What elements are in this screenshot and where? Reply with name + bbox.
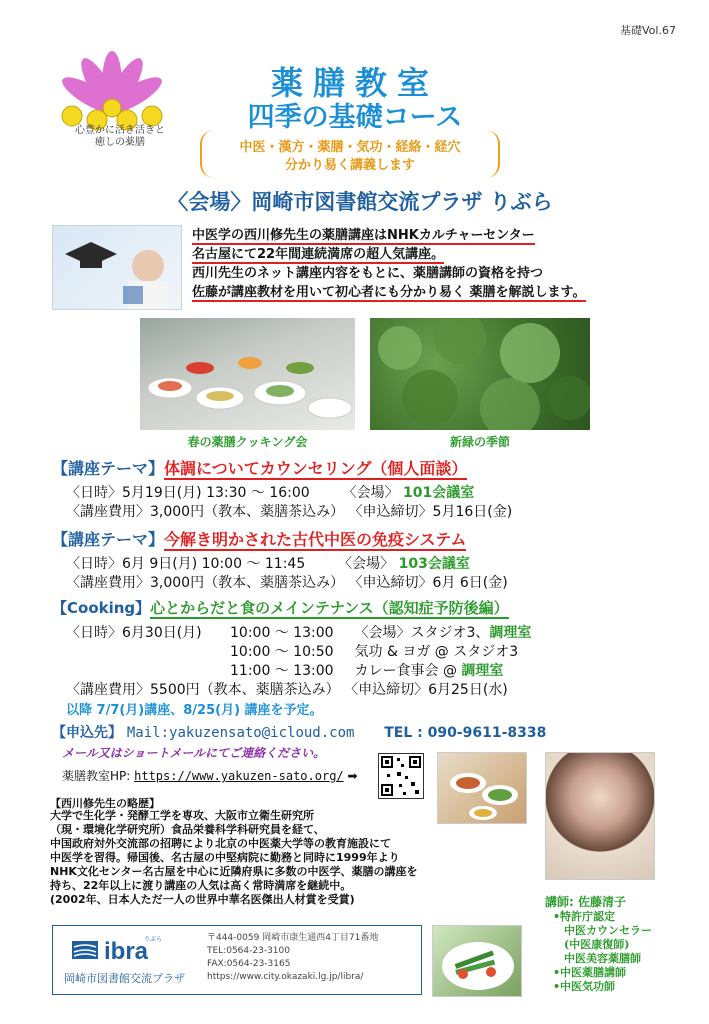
credential-item: (中医康復師) (553, 938, 630, 951)
page-title: 薬膳教室 (270, 64, 439, 102)
logo-caption-line1: 心豊かに活き活きと (75, 125, 165, 136)
theme3-fee-row (66, 679, 508, 699)
homepage-link[interactable]: https://www.yakuzen-sato.org/ (134, 769, 344, 783)
bio-heading: 【西川修先生の略歴】 (50, 797, 160, 810)
theme3-label: 【Cooking】 (52, 599, 151, 617)
bio-line: 中医学を習得。帰国後、名古屋の中堅病院に勤務と同時に1999年より (50, 851, 400, 864)
theme3-heading (52, 597, 509, 618)
theme1-fee: 〈講座費用〉3,000円（教本、薬膳茶込み） (66, 504, 345, 520)
bio-line: (2002年、日本人ただ一人の世界中華名医傑出人材賞を受賞) (50, 893, 355, 906)
theme1-venue: 101会議室 (403, 485, 475, 501)
theme1-fee-row (66, 501, 512, 521)
teacher-photo (52, 225, 182, 310)
credential-item: •特許庁認定 (553, 910, 616, 923)
homepage-label: 薬膳教室HP: (62, 769, 135, 783)
theme3-deadline: 〈申込締切〉6月25日(水) (344, 682, 508, 698)
logo-caption (55, 125, 185, 149)
theme3-slot1-time: 10:00 ～ 13:00 (230, 625, 334, 641)
theme3-slot1-venue-label: 〈会場〉スタジオ3、 (354, 625, 490, 641)
contact-tel[interactable]: TEL : 090-9611-8338 (384, 725, 547, 741)
theme2-venue: 103会議室 (398, 556, 470, 572)
theme2-heading (52, 527, 466, 550)
theme2-title: 今解き明かされた古代中医の免疫システム (164, 530, 467, 549)
theme1-label: 【講座テーマ】 (52, 459, 165, 478)
greenery-caption: 新緑の季節 (449, 435, 510, 449)
fresh-greenery-photo (370, 318, 590, 430)
intro-line3: 西川先生のネット講座内容をもとに、薬膳講師の資格を持つ (192, 266, 544, 281)
homepage-row (62, 767, 358, 784)
theme1-deadline: 〈申込締切〉5月16日(金) (348, 504, 513, 520)
arrow-icon: ➡ (347, 769, 358, 783)
intro-line2: 名古屋にて22年間連続満席の超人気講座。 (192, 247, 445, 262)
theme1-title: 体調についてカウンセリング（個人面談） (164, 459, 468, 478)
ibra-logo (70, 935, 190, 965)
theme3-date: 〈日時〉6月30日(月) (66, 625, 202, 641)
bio-line: （現・環境化学研究所）食品栄養科学科研究員を経て、 (50, 823, 325, 836)
theme3-slot3-venue: 調理室 (461, 663, 504, 679)
lecturer-name: 講師: 佐藤清子 (545, 895, 626, 909)
qr-code[interactable] (378, 753, 424, 799)
cooking-class-photo (140, 318, 355, 430)
theme3-title: 心とからだと食のメインテナンス（認知症予防後編） (150, 599, 509, 617)
theme2-venue-label: 〈会場〉 (338, 556, 395, 572)
theme1-date: 〈日時〉5月19日(月) 13:30 ～ 16:00 (66, 485, 310, 501)
bio-line: 大学で生化学・発酵工学を専攻、大阪市立衛生研究所 (50, 809, 314, 822)
theme3-slot1-venue: 調理室 (489, 625, 532, 641)
theme3-slot3-time: 11:00 ～ 13:00 (230, 663, 334, 679)
ibra-url[interactable]: https://www.city.okazaki.lg.jp/libra/ (207, 972, 364, 982)
bio-line: NHK文化センター名古屋を中心に近隣府県に多数の中医学、薬膳の講座を (50, 865, 418, 878)
credential-item: •中医薬膳講師 (553, 966, 627, 979)
theme1-venue-label: 〈会場〉 (342, 485, 399, 501)
topics-note: 分かり易く講義します (284, 158, 415, 173)
theme1-date-row (66, 482, 474, 502)
vegetable-dish-photo (432, 925, 522, 997)
ibra-address (207, 932, 378, 984)
bio-text (50, 809, 530, 907)
credential-item: 中医美容薬膳師 (553, 952, 641, 965)
theme3-slot1 (230, 622, 531, 642)
ibra-name: 岡崎市図書館交流プラザ (64, 972, 185, 985)
bio-line: 持ち、22年以上に渡り講座の人気は高く常時満席を継続中。 (50, 879, 352, 892)
venue-heading: 〈会場〉岡崎市図書館交流プラザ りぶら (167, 190, 553, 214)
contact-label: 【申込先】 (52, 725, 122, 741)
ibra-logo-text: ibra (104, 938, 149, 965)
contact-row (52, 722, 546, 742)
topics-line: 中医・漢方・薬膳・気功・経絡・経穴 (239, 140, 461, 155)
theme3-slot2 (230, 641, 518, 661)
page-subtitle: 四季の基礎コース (247, 102, 463, 133)
theme2-date-row (66, 553, 470, 573)
ibra-fax: FAX:0564-23-3165 (207, 959, 291, 969)
credential-item: 中医カウンセラー (553, 924, 652, 937)
theme2-fee: 〈講座費用〉3,000円（教本、薬膳茶込み） (66, 575, 345, 591)
theme3-fee: 〈講座費用〉5500円（教本、薬膳茶込み） (66, 682, 340, 698)
theme3-slot3-desc: カレー食事会 @ (354, 663, 462, 679)
bio-line: 中国政府対外交流部の招聘により北京の中医薬大学等の教育施設にて (50, 837, 391, 850)
theme2-fee-row (66, 572, 508, 592)
intro-text (192, 226, 682, 302)
ibra-tel: TEL:0564-23-3100 (207, 946, 290, 956)
theme2-date: 〈日時〉6月 9日(月) 10:00 ～ 11:45 (66, 556, 306, 572)
volume-label: 基礎Vol.67 (620, 24, 676, 37)
ibra-addr-line: 〒444-0059 岡崎市康生通西4丁目71番地 (207, 933, 379, 943)
theme1-heading (52, 456, 467, 479)
theme3-slot3 (230, 660, 503, 680)
theme2-deadline: 〈申込締切〉6月 6日(金) (348, 575, 508, 591)
contact-mail-link[interactable]: Mail:yakuzensato@icloud.com (126, 725, 355, 741)
credential-item: •中医気功師 (553, 980, 616, 993)
cooking-class-caption: 春の薬膳クッキング会 (187, 435, 308, 449)
ibra-logo-ruby: りぶら (144, 936, 163, 943)
lecturer-portrait (545, 752, 655, 880)
theme2-label: 【講座テーマ】 (52, 530, 165, 549)
intro-line1: 中医学の西川修先生の薬膳講座はNHKカルチャーセンター (192, 228, 535, 243)
logo-caption-line2: 癒しの薬膳 (95, 137, 145, 148)
lecturer-credentials (553, 910, 652, 994)
theme3-slot2-time: 10:00 ～ 10:50 (230, 644, 334, 660)
future-sessions-note: 以降 7/7(月)講座、8/25(月) 講座を予定。 (66, 703, 323, 718)
theme3-slot2-desc: 気功 & ヨガ @ スタジオ3 (354, 644, 519, 660)
graduation-cap-icon (53, 226, 182, 310)
intro-line4: 佐藤が講座教材を用いて初心者にも分かり易く 薬膳を解説します。 (192, 285, 586, 300)
contact-note: メール又はショートメールにてご連絡ください。 (62, 746, 326, 760)
